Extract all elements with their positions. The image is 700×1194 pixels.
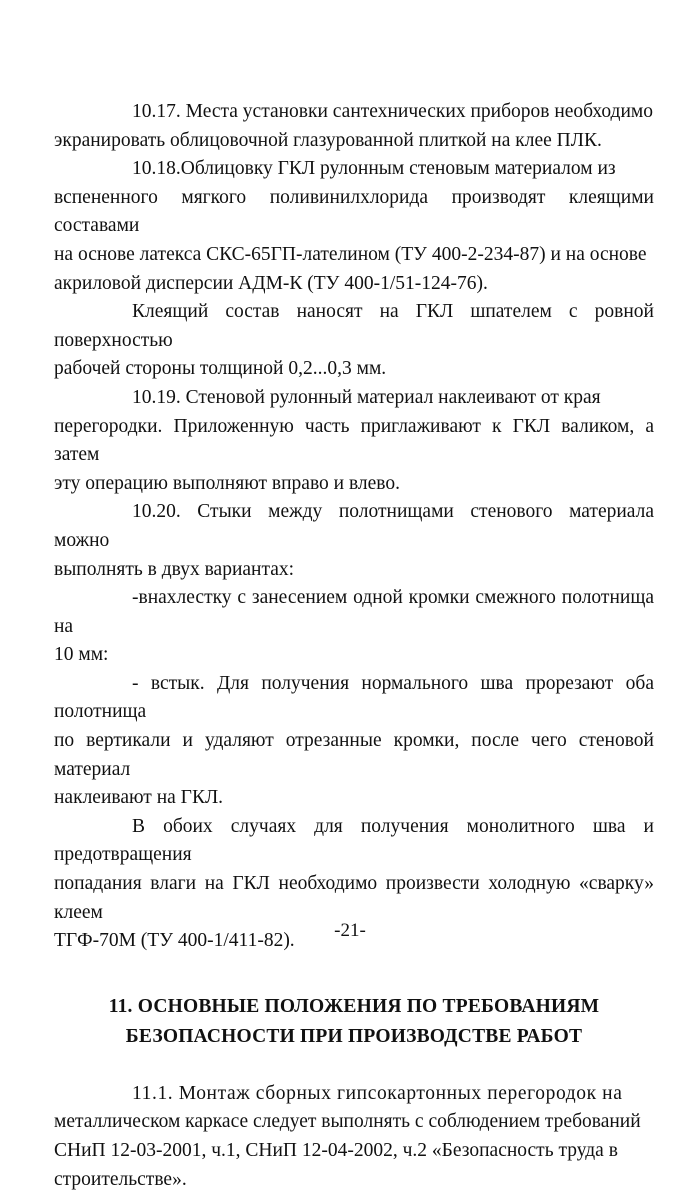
paragraph-line: - встык. Для получения нормального шва прорезают оба полотнища [54,672,654,723]
paragraph-10-17 [54,98,654,155]
paragraph-line: 10.19. Стеновой рулонный материал наклеивают от края [132,386,601,408]
paragraph-line: 10.18.Облицовку ГКЛ рулонным стеновым материалом из [132,158,616,180]
paragraph-line: Клеящий состав наносят на ГКЛ шпателем с ровной поверхностью [54,301,654,351]
paragraph-line: 10.20. Стыки между полотнищами стенового материала можно [54,501,654,551]
paragraph-line: на основе латекса СКС-65ГП-лателином (ТУ 400-2-234-87) и на основе [54,243,647,265]
paragraph-line: 10.17. Места установки сантехнических приборов необходимо [132,101,653,122]
paragraph-line: СНиП 12-03-2001, ч.1, СНиП 12-04-2002, ч.2 «Безопасность труда в [54,1140,618,1161]
paragraph-line: перегородки. Приложенную часть приглаживают к ГКЛ валиком, а затем [54,415,654,466]
paragraph-line: В обоих случаях для получения монолитного шва и предотвращения [54,815,654,866]
paragraph-butt-variant [54,670,654,813]
paragraph-line: 10 мм: [54,644,109,666]
section-title-line: БЕЗОПАСНОСТИ ПРИ ПРОИЗВОДСТВЕ РАБОТ [125,1025,583,1047]
paragraph-line: наклеивают на ГКЛ. [54,787,224,809]
paragraph-line: вспененного мягкого поливинилхлорида производят клеящими составами [54,186,654,237]
page-number: -21- [334,920,366,941]
paragraph-10-18 [54,155,654,298]
section-title-line: 11. ОСНОВНЫЕ ПОЛОЖЕНИЯ ПО ТРЕБОВАНИЯМ [108,995,600,1017]
paragraph-line: рабочей стороны толщиной 0,2...0,3 мм. [54,358,387,380]
paragraph-line: попадания влаги на ГКЛ необходимо произвести холодную «сварку» клеем [54,873,654,923]
paragraph-line: строительстве». [54,1168,187,1190]
paragraph-line: по вертикали и удаляют отрезанные кромки, после чего стеновой материал [54,730,654,780]
document-page [54,98,654,1194]
paragraph-line: эту операцию выполняют вправо и влево. [54,472,400,494]
paragraph-line: металлическом каркасе следует выполнять с соблюдением требований [54,1111,641,1133]
paragraph-line: выполнять в двух вариантах: [54,558,295,580]
paragraph-11-1 [54,1080,654,1194]
paragraph-line: 11.1. Монтаж сборных гипсокартонных перегородок на [132,1082,623,1104]
paragraph-10-20 [54,498,654,584]
paragraph-line: экранировать облицовочной глазурованной плиткой на клее ПЛК. [54,129,602,151]
paragraph-glue [54,298,654,384]
section-title [54,992,654,1052]
paragraph-overlap-variant [54,584,654,670]
paragraph-line: акриловой дисперсии АДМ-К (ТУ 400-1/51-124-76). [54,272,488,294]
paragraph-line: -внахлестку с занесением одной кромки смежного полотнища на [54,587,654,637]
paragraph-10-19 [54,384,654,498]
paragraph-line: ТГФ-70М (ТУ 400-1/411-82). [54,930,295,952]
